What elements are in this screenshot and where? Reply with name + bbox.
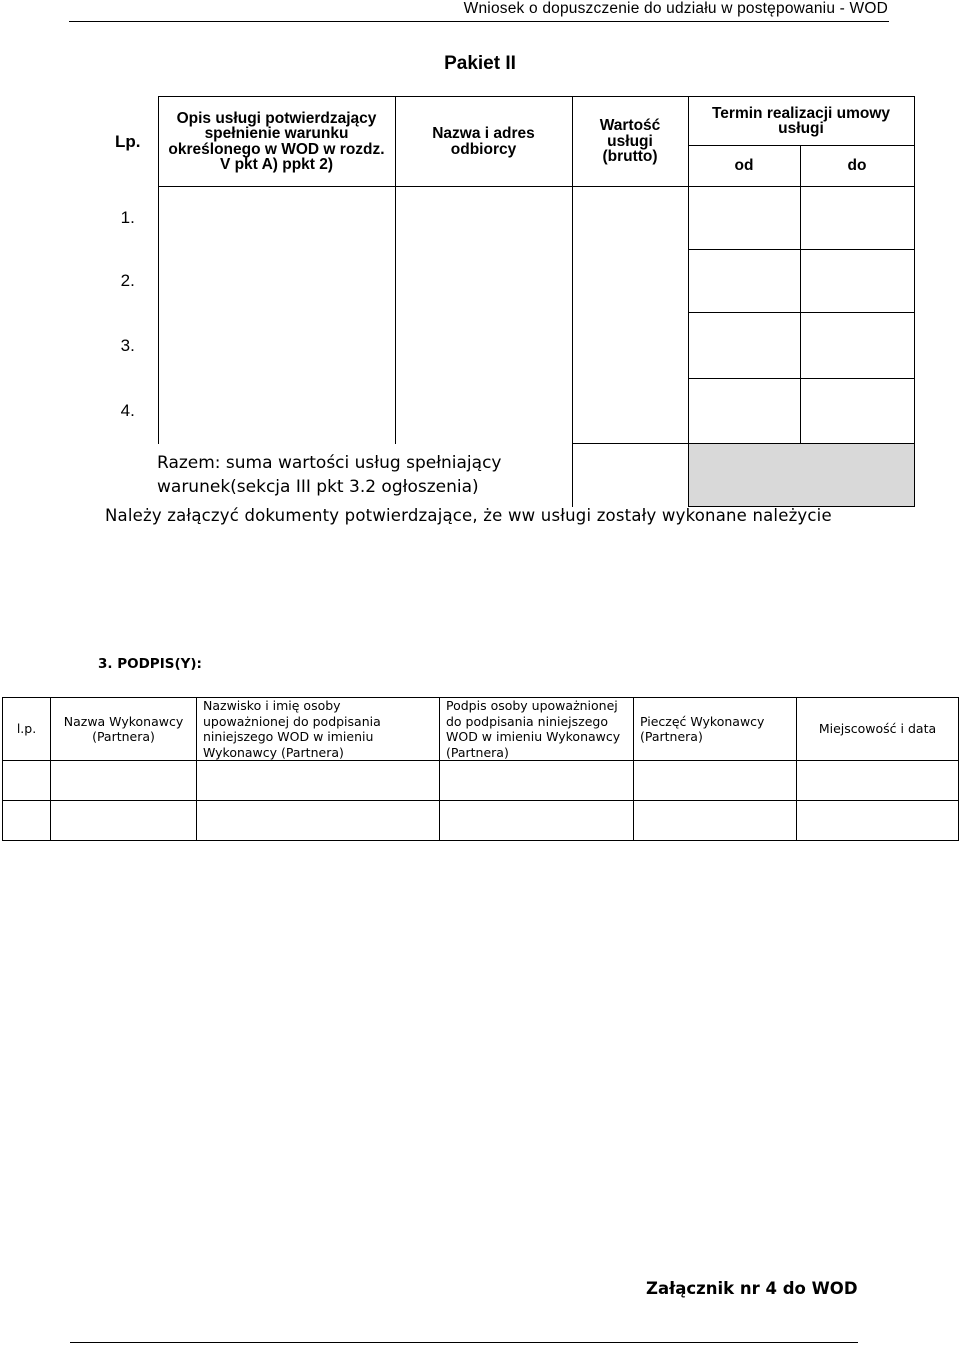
row-number: 3. — [120, 335, 135, 355]
sig-cell-signature[interactable] — [440, 761, 634, 801]
row-cell-recipient[interactable] — [395, 250, 572, 313]
sig-cell-stamp[interactable] — [634, 801, 797, 841]
header-term: Termin realizacji umowy usługi — [688, 97, 914, 146]
signatures-section-title: 3. PODPIS(Y): — [98, 656, 202, 672]
row-cell-description[interactable] — [158, 250, 395, 313]
row-cell-to[interactable] — [800, 379, 914, 444]
row-cell-value[interactable] — [572, 313, 688, 379]
row-cell-from[interactable] — [688, 379, 800, 444]
sig-cell-lp[interactable] — [3, 801, 51, 841]
row-cell-from[interactable] — [688, 187, 800, 250]
row-cell-description[interactable] — [158, 187, 395, 250]
signature-table — [2, 697, 959, 841]
document-header-title: Wniosek o dopuszczenie do udziału w postępowaniu - WOD — [463, 0, 888, 17]
sum-value-cell[interactable] — [572, 444, 688, 507]
row-cell-to[interactable] — [800, 250, 914, 313]
row-cell-recipient[interactable] — [395, 379, 572, 444]
sig-cell-place-date[interactable] — [797, 761, 959, 801]
header-description: Opis usługi potwierdzający spełnienie warunku określonego w WOD w rozdz. V pkt A) ppkt 2) — [158, 97, 395, 187]
row-cell-value[interactable] — [572, 187, 688, 250]
row-cell-value[interactable] — [572, 379, 688, 444]
row-cell-recipient[interactable] — [395, 187, 572, 250]
header-recipient: Nazwa i adres odbiorcy — [395, 97, 572, 187]
sig-cell-person[interactable] — [197, 801, 440, 841]
row-cell-description[interactable] — [158, 379, 395, 444]
sig-cell-person[interactable] — [197, 761, 440, 801]
row-cell-to[interactable] — [800, 313, 914, 379]
header-value: Wartość usługi (brutto) — [572, 97, 688, 187]
annex-label: Załącznik nr 4 do WOD — [646, 1279, 858, 1298]
sig-header-person: Nazwisko i imię osoby upoważnionej do podpisania niniejszego WOD w imieniu Wykonawcy (Partnera) — [197, 698, 440, 761]
sig-cell-signature[interactable] — [440, 801, 634, 841]
package-title: Pakiet II — [444, 53, 516, 74]
sig-cell-stamp[interactable] — [634, 761, 797, 801]
header-term-to: do — [800, 146, 914, 187]
sig-cell-contractor[interactable] — [51, 801, 197, 841]
header-divider — [69, 21, 889, 22]
sig-cell-place-date[interactable] — [797, 801, 959, 841]
sum-term-shaded-cell — [688, 444, 914, 507]
row-number: 2. — [120, 271, 135, 290]
services-table — [98, 96, 915, 507]
row-cell-description[interactable] — [158, 313, 395, 379]
row-cell-to[interactable] — [800, 187, 914, 250]
header-lp: Lp. — [115, 131, 141, 151]
sig-header-stamp: Pieczęć Wykonawcy (Partnera) — [634, 698, 797, 761]
sig-header-contractor: Nazwa Wykonawcy (Partnera) — [51, 698, 197, 761]
attachment-note: Należy załączyć dokumenty potwierdzające, że ww usługi zostały wykonane należycie — [105, 506, 832, 525]
sig-header-lp: l.p. — [3, 698, 51, 761]
sig-cell-contractor[interactable] — [51, 761, 197, 801]
sum-label: Razem: suma wartości usług spełniający warunek(sekcja III pkt 3.2 ogłoszenia) — [157, 453, 502, 497]
row-cell-recipient[interactable] — [395, 313, 572, 379]
sig-cell-lp[interactable] — [3, 761, 51, 801]
footer-divider — [70, 1342, 858, 1343]
sig-header-place-date: Miejscowość i data — [797, 698, 959, 761]
row-number: 1. — [120, 208, 135, 227]
row-cell-value[interactable] — [572, 250, 688, 313]
row-number: 4. — [120, 401, 135, 420]
row-cell-from[interactable] — [688, 250, 800, 313]
header-term-from: od — [688, 146, 800, 187]
row-cell-from[interactable] — [688, 313, 800, 379]
sig-header-signature: Podpis osoby upoważnionej do podpisania niniejszego WOD w imieniu Wykonawcy (Partnera) — [440, 698, 634, 761]
